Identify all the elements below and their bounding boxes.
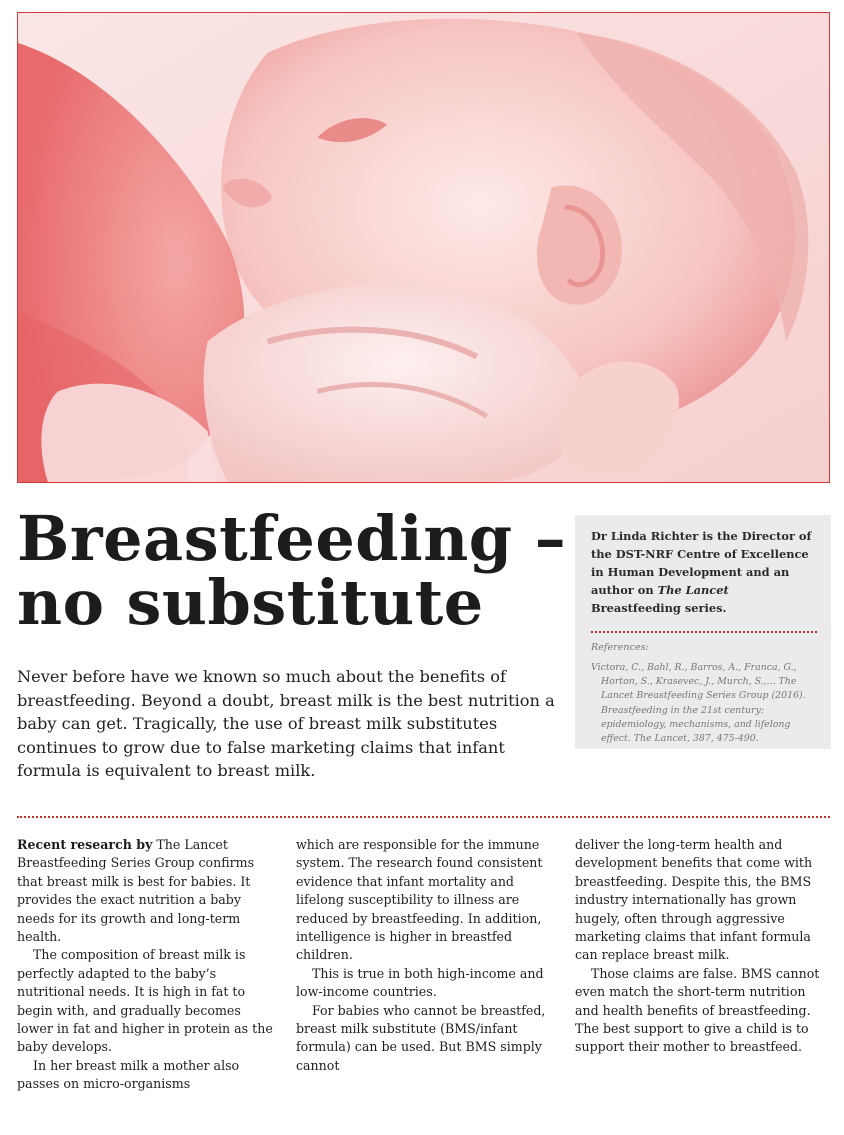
author-bio-suffix: Breastfeeding series. bbox=[591, 601, 727, 615]
article-title-line-2: no substitute bbox=[17, 566, 484, 639]
body-paragraph-6: For babies who cannot be breastfed, breast milk substitute (BMS/infant formula) can be used. But BMS simply cannot bbox=[296, 1002, 546, 1073]
body-paragraph-7: deliver the long-term health and development benefits that come with breastfeeding. Despite this, the BMS industry internationally has grown hugely, often through aggressive marketing claims that infant formula can replace breast milk. bbox=[575, 837, 813, 963]
body-column-3 bbox=[575, 836, 831, 1057]
body-paragraph-8: Those claims are false. BMS cannot even match the short-term nutrition and health benefits of breastfeeding. The best support to give a child is to support their mother to breastfeed. bbox=[575, 965, 820, 1055]
body-paragraph-2: The composition of breast milk is perfectly adapted to the baby’s nutritional needs. It is high in fat to begin with, and gradually becomes lower in fat and higher in protein as the baby develops. bbox=[17, 947, 273, 1055]
sidebar-divider bbox=[591, 631, 817, 633]
article-lead: Never before have we known so much about the benefits of breastfeeding. Beyond a doubt, breast milk is the best nutrition a baby can get. Tragically, the use of breast milk substitutes continues to grow due to false marketing claims that infant formula is equivalent to breast milk. bbox=[17, 667, 555, 780]
body-column-2 bbox=[296, 836, 552, 1075]
article-title-line-1: Breastfeeding – bbox=[17, 502, 567, 575]
body-paragraph-4: which are responsible for the immune system. The research found consistent evidence that infant mortality and lifelong susceptibility to illness are reduced by breastfeeding. In addition, intelligence is higher in breastfed children. bbox=[296, 837, 543, 963]
body-paragraph-1 bbox=[17, 836, 273, 946]
article-title bbox=[17, 502, 567, 639]
author-sidebar bbox=[575, 515, 831, 749]
body-paragraph-1-text: The Lancet Breastfeeding Series Group confirms that breast milk is best for babies. It provides the exact nutrition a baby needs for its growth and long-term health. bbox=[17, 837, 255, 945]
references-heading: References: bbox=[591, 642, 649, 653]
body-paragraph-3: In her breast milk a mother also passes on micro-organisms bbox=[17, 1057, 240, 1092]
hero-photo bbox=[17, 12, 830, 483]
body-paragraph-5: This is true in both high-income and low-income countries. bbox=[296, 965, 544, 1000]
section-divider bbox=[17, 816, 830, 818]
body-column-1 bbox=[17, 836, 273, 1094]
references-text: Victora, C., Bahl, R., Barros, A., Franca, G., Horton, S., Krasevec, J., Murch, S.,... The Lancet Breastfeeding Series Group (2016). Breastfeeding in the 21st century: epidemiology, mechanisms, and lifelong effect. The Lancet, 387, 475-490. bbox=[591, 662, 806, 745]
body-lead-in: Recent research by bbox=[17, 837, 153, 852]
breastfeeding-baby-photo-icon bbox=[18, 13, 829, 482]
author-bio-journal: The Lancet bbox=[657, 583, 729, 597]
author-bio-text: Dr Linda Richter is the Director of the DST-NRF Centre of Excellence in Human Development and an author on bbox=[591, 529, 812, 597]
author-bio bbox=[591, 527, 817, 617]
